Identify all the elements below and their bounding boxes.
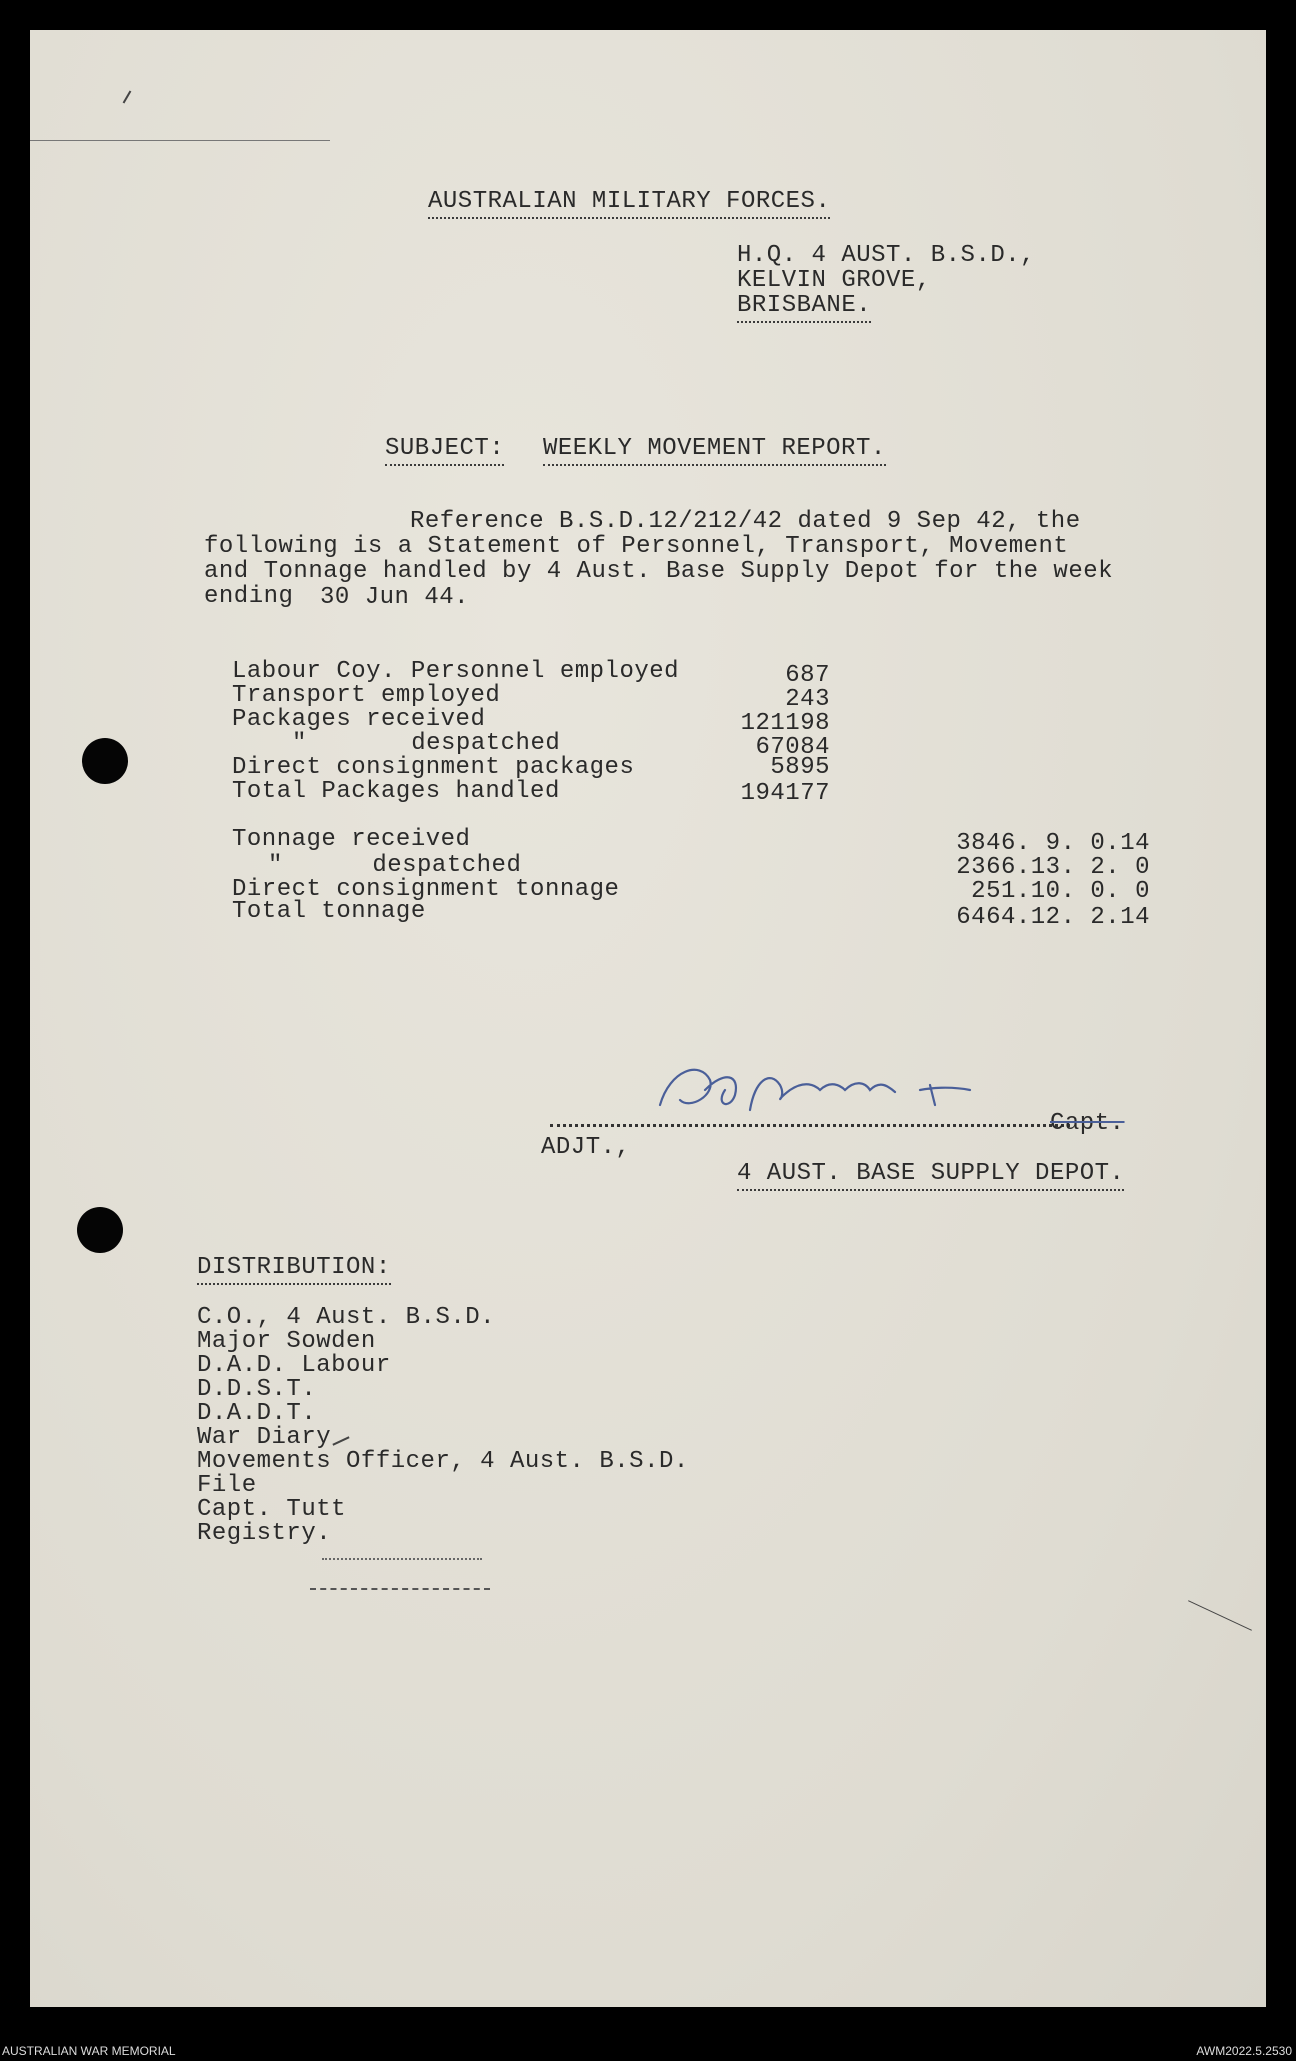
address-line-1: H.Q. 4 AUST. B.S.D., (737, 242, 1036, 269)
packages-row-label: Direct consignment packages (232, 754, 635, 781)
footer-left: AUSTRALIAN WAR MEMORIAL (2, 2044, 176, 2058)
list-item: Major Sowden (197, 1328, 376, 1355)
list-item: Registry. (197, 1520, 332, 1547)
tonnage-row-label: " despatched (268, 852, 522, 879)
tonnage-row-value: 2366.13. 2. 0 (956, 854, 1150, 881)
intro-line-4-prefix: ending (204, 583, 294, 610)
packages-row-value: 243 (785, 686, 830, 713)
pencil-mark (123, 90, 132, 103)
list-item: Movements Officer, 4 Aust. B.S.D. (197, 1448, 689, 1475)
packages-row-value: 67084 (755, 734, 830, 761)
top-rule-mark (30, 140, 330, 141)
packages-row-value: 687 (785, 662, 830, 689)
unit-name: 4 AUST. BASE SUPPLY DEPOT. (737, 1162, 1124, 1191)
packages-row-label: Total Packages handled (232, 778, 560, 805)
packages-row-value: 121198 (740, 710, 830, 737)
tonnage-row-value: 251.10. 0. 0 (971, 878, 1150, 905)
signature-dotted-line (550, 1124, 1070, 1127)
packages-row-label: Labour Coy. Personnel employed (232, 658, 680, 685)
address-line-2: KELVIN GROVE, (737, 267, 931, 294)
pencil-mark (1188, 1600, 1252, 1630)
org-heading: AUSTRALIAN MILITARY FORCES. (428, 190, 830, 219)
address-line-3: BRISBANE. (737, 294, 871, 323)
tonnage-row-label: Total tonnage (232, 898, 426, 925)
list-item: Capt. Tutt (197, 1496, 347, 1523)
trailing-dashed-line (310, 1588, 490, 1590)
packages-row-value: 5895 (770, 754, 830, 781)
list-item: File (197, 1472, 257, 1499)
subject-label: SUBJECT: (385, 437, 504, 466)
handwritten-signature (630, 1050, 1050, 1130)
struck-rank: Capt. (1050, 1110, 1125, 1137)
list-item: D.A.D.T. (197, 1400, 317, 1427)
intro-line-3: and Tonnage handled by 4 Aust. Base Supply Depot for the week (204, 558, 1114, 585)
document-page (30, 30, 1266, 2007)
tonnage-row-label: Direct consignment tonnage (232, 876, 620, 903)
packages-row-value: 194177 (740, 780, 830, 807)
list-item: D.D.S.T. (197, 1376, 317, 1403)
footer-right: AWM2022.5.2530 (1196, 2044, 1292, 2058)
tonnage-row-label: Tonnage received (232, 826, 471, 853)
tick-mark (332, 1436, 349, 1445)
packages-row-label: Packages received (232, 706, 486, 733)
trailing-dotted-line (322, 1558, 482, 1560)
subject-title: WEEKLY MOVEMENT REPORT. (543, 437, 886, 466)
tonnage-row-value: 3846. 9. 0.14 (956, 830, 1150, 857)
intro-line-4-date: 30 Jun 44. (320, 584, 470, 611)
punch-hole-top (82, 738, 128, 784)
tonnage-row-value: 6464.12. 2.14 (956, 904, 1150, 931)
punch-hole-bottom (77, 1207, 123, 1253)
packages-row-label: Transport employed (232, 682, 501, 709)
list-item: C.O., 4 Aust. B.S.D. (197, 1304, 496, 1331)
distribution-heading: DISTRIBUTION: (197, 1256, 391, 1285)
intro-line-2: following is a Statement of Personnel, Transport, Movement (204, 533, 1069, 560)
adjutant-title: ADJT., (541, 1134, 631, 1161)
list-item: D.A.D. Labour (197, 1352, 391, 1379)
intro-line-1: Reference B.S.D.12/212/42 dated 9 Sep 42, the (410, 508, 1081, 535)
list-item: War Diary (197, 1424, 332, 1451)
packages-row-label: " despatched (292, 730, 561, 757)
